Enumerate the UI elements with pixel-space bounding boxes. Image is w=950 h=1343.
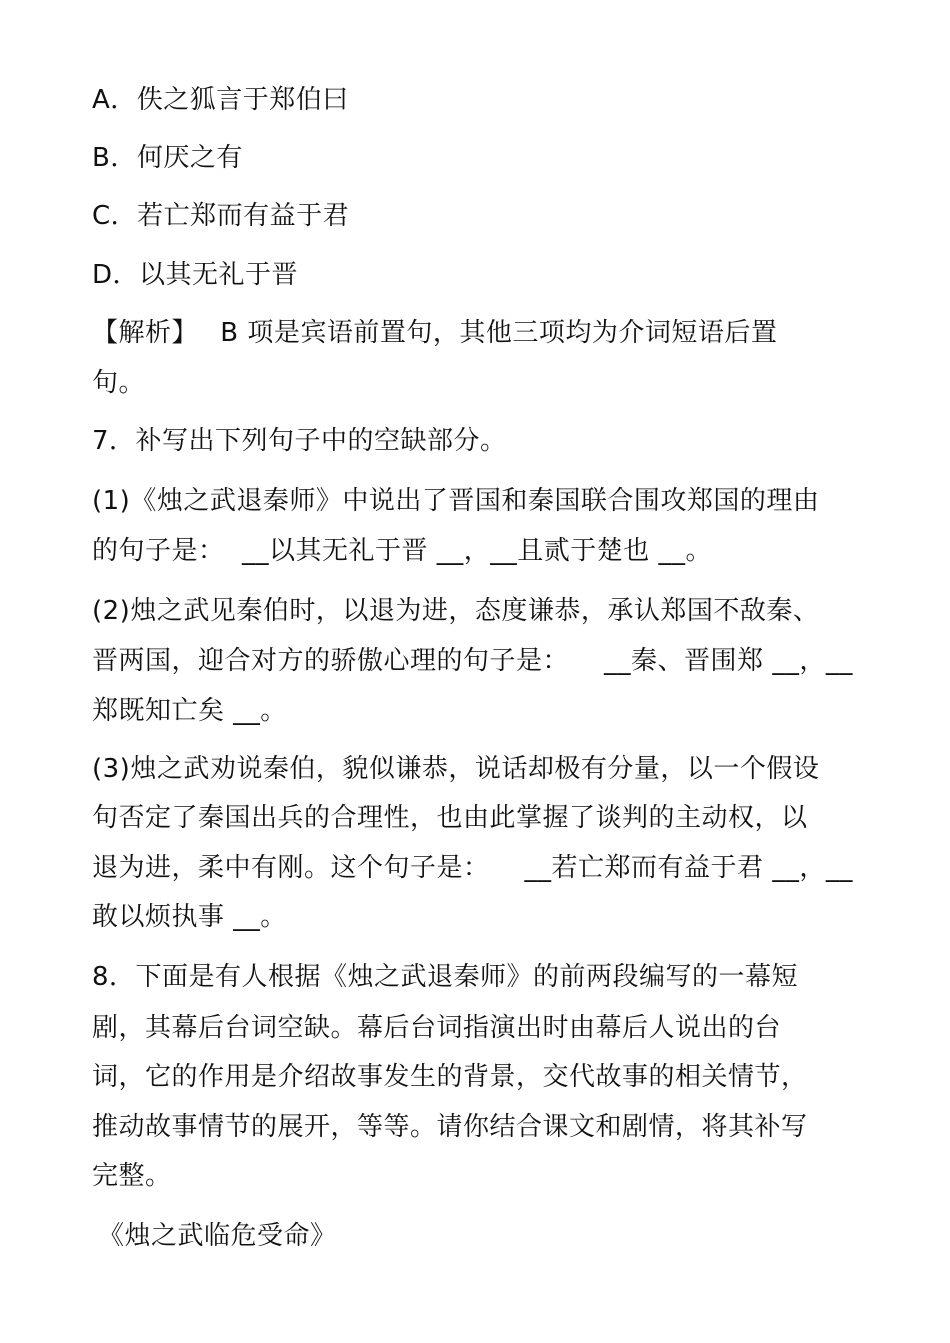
q7-part1-line2: 的句子是： __以其无礼于晋 __，__且贰于楚也 __。	[92, 536, 713, 566]
question-7-title: 7．补写出下列句子中的空缺部分。	[92, 426, 507, 456]
q7-part2-line1: (2)烛之武见秦伯时，以退为进，态度谦恭，承认郑国不敌秦、	[92, 596, 820, 626]
question-8-line1: 8．下面是有人根据《烛之武退秦师》的前两段编写的一幕短	[92, 962, 799, 992]
q7-part2-line3: 郑既知亡矣 __。	[92, 696, 287, 726]
question-8-line3: 词，它的作用是介绍故事发生的背景，交代故事的相关情节，	[92, 1062, 808, 1092]
option-a: A．佚之狐言于郑伯曰	[92, 85, 349, 115]
play-title: 《烛之武临危受命》	[98, 1221, 337, 1251]
question-8-line2: 剧，其幕后台词空缺。幕后台词指演出时由幕后人说出的台	[92, 1013, 782, 1043]
question-8-line5: 完整。	[92, 1161, 172, 1191]
q7-part2-line2: 晋两国，迎合对方的骄傲心理的句子是： __秦、晋围郑 __，__	[92, 646, 853, 676]
analysis-line-1: 【解析】 B 项是宾语前置句，其他三项均为介词短语后置	[92, 318, 778, 348]
q7-part1-line1: (1)《烛之武退秦师》中说出了晋国和秦国联合围攻郑国的理由	[92, 486, 820, 516]
q7-part3-line3: 退为进，柔中有刚。这个句子是： __若亡郑而有益于君 __，__	[92, 853, 853, 883]
option-b: B．何厌之有	[92, 143, 243, 173]
q7-part3-line4: 敢以烦执事 __。	[92, 902, 287, 932]
q7-part3-line2: 句否定了秦国出兵的合理性，也由此掌握了谈判的主动权，以	[92, 803, 808, 833]
option-d: D．以其无礼于晋	[92, 260, 299, 290]
q7-part3-line1: (3)烛之武劝说秦伯，貌似谦恭，说话却极有分量，以一个假设	[92, 754, 820, 784]
question-8-line4: 推动故事情节的展开，等等。请你结合课文和剧情，将其补写	[92, 1112, 808, 1142]
analysis-line-2: 句。	[92, 368, 146, 398]
option-c: C．若亡郑而有益于君	[92, 201, 350, 231]
